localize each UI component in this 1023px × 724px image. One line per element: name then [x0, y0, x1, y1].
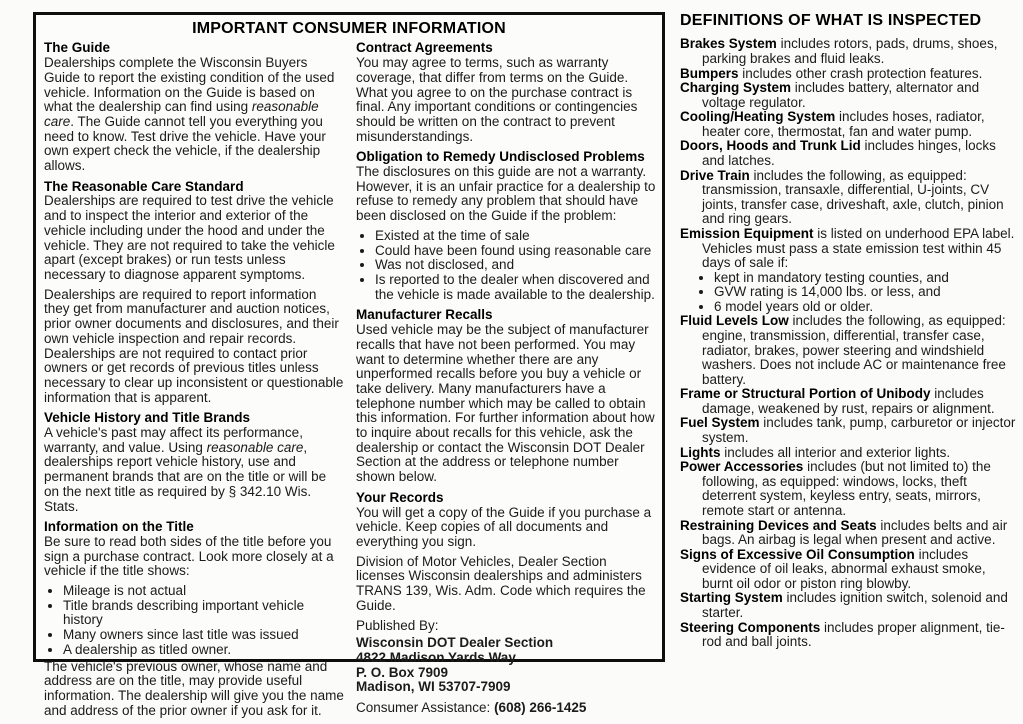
text-run: , dealerships report vehicle history, use and permanent brands that are on the title or will be on the next title as required by § 342.10 Wis. Stats. — [44, 439, 327, 514]
consumer-assistance-phone: (608) 266-1425 — [494, 699, 587, 715]
section-vehicle-history — [44, 411, 344, 514]
bullet-item: • Title brands describing important vehicle history — [63, 599, 344, 628]
definition-term: Signs of Excessive Oil Consumption — [680, 546, 915, 562]
definition-text: includes the following, as equipped: engine, transmission, differential, transfer case, radiator, brakes, power steering and windshield washers. Does not include AC or maintenance free battery. — [702, 313, 1006, 387]
section-reasonable-care-standard — [44, 180, 344, 406]
definition-drive-train — [680, 169, 1018, 227]
definition-entry — [680, 591, 1018, 620]
definition-entry — [680, 139, 1018, 168]
bullet-item: • Could have been found using reasonable care — [375, 244, 656, 259]
publisher-city-state-zip: Madison, WI 53707-7909 — [356, 679, 511, 695]
definition-term: Restraining Devices and Seats — [680, 517, 877, 533]
bullet-item: • kept in mandatory testing counties, and — [714, 271, 1018, 286]
text-run: Dealerships complete the Wisconsin Buyers Guide to report the existing condition of the used vehicle. Information on the Guide is based on what the dealership can find using — [44, 55, 335, 115]
definition-entry — [680, 110, 1018, 139]
definition-term: Fluid Levels Low — [680, 313, 789, 329]
the-guide-paragraph — [44, 56, 344, 174]
bullet-item: • Was not disclosed, and — [375, 258, 656, 273]
definition-term: Fuel System — [680, 415, 760, 431]
definition-term: Charging System — [680, 80, 792, 96]
definition-term: Starting System — [680, 590, 783, 606]
section-heading-recalls: Manufacturer Recalls — [356, 307, 493, 323]
bullet-item: • A dealership as titled owner. — [63, 643, 344, 658]
definition-text: includes proper alignment, tie-rod and ball joints. — [702, 619, 1005, 650]
definition-entry — [680, 621, 1018, 650]
definitions-title: DEFINITIONS OF WHAT IS INSPECTED — [680, 12, 982, 29]
definition-fuel-system — [680, 416, 1018, 445]
publisher-po-box: P. O. Box 7909 — [356, 664, 449, 680]
definition-restraining-devices-seats — [680, 519, 1018, 548]
obligation-intro: The disclosures on this guide are not a warranty. However, it is an unfair practice for a dealership to refuse to remedy any problem that should have been disclosed on the Guide if the problem: — [356, 164, 656, 224]
records-paragraph-1: You will get a copy of the Guide if you purchase a vehicle. Keep copies of all documents and everything you sign. — [356, 504, 652, 549]
bullet-item: • Existed at the time of sale — [375, 229, 656, 244]
section-heading-title-info: Information on the Title — [44, 519, 194, 535]
definition-text: is listed on underhood EPA label. Vehicles must pass a state emission test within 45 days of sale if: — [702, 225, 1015, 271]
published-by-label: Published By: — [356, 618, 439, 634]
emission-bullet-list — [680, 271, 1018, 315]
records-paragraph-2: Division of Motor Vehicles, Dealer Section licenses Wisconsin dealerships and administers TRANS 139, Wis. Adm. Code which requires the Guide. — [356, 553, 646, 613]
consumer-info-middle-column — [356, 41, 656, 724]
definition-bumpers — [680, 67, 1018, 82]
bullet-item: • Is reported to the dealer when discovered and the vehicle is made available to the dealership. — [375, 273, 656, 302]
definition-entry — [680, 387, 1018, 416]
text-run: . The Guide cannot tell you everything you need to know. Test drive the vehicle. Have your own expert check the vehicle, if the dealership allows. — [44, 113, 326, 174]
definition-text: includes tank, pump, carburetor or injector system. — [702, 415, 1016, 446]
title-info-intro: Be sure to read both sides of the title before you sign a purchase contract. Look more closely at a vehicle if the title shows: — [44, 533, 334, 579]
definition-signs-oil-consumption — [680, 548, 1018, 592]
text-run: A vehicle's past may affect its performance, warranty, and value. Using — [44, 425, 303, 455]
publisher-street: 4822 Madison Yards Way — [356, 649, 516, 665]
section-heading-vehicle-history: Vehicle History and Title Brands — [44, 410, 251, 426]
definition-text: includes hinges, locks and latches. — [702, 138, 996, 169]
definition-text: includes hoses, radiator, heater core, thermostat, fan and water pump. — [702, 109, 985, 139]
consumer-assistance-label: Consumer Assistance: — [356, 699, 495, 715]
definition-term: Drive Train — [680, 167, 750, 183]
definition-term: Power Accessories — [680, 459, 804, 475]
definition-term: Bumpers — [680, 65, 739, 81]
consumer-info-title: IMPORTANT CONSUMER INFORMATION — [192, 20, 506, 37]
definition-text: includes rotors, pads, drums, shoes, parking brakes and fluid leaks. — [702, 36, 998, 67]
definition-term: Frame or Structural Portion of Unibody — [680, 386, 931, 402]
definition-term: Cooling/Heating System — [680, 109, 836, 125]
section-heading-contract: Contract Agreements — [356, 40, 493, 56]
contract-paragraph: You may agree to terms, such as warranty coverage, that differ from terms on the Guide. What you agree to on the purchase contract is final. Any important conditions or contingencies should be written on the contract to prevent misunderstandings. — [356, 55, 638, 144]
definition-text: includes ignition switch, solenoid and starter. — [702, 590, 1008, 620]
title-info-bullet-list — [44, 584, 344, 658]
section-the-guide — [44, 41, 344, 173]
definition-entry — [680, 416, 1018, 445]
definition-entry — [680, 460, 1018, 518]
definition-entry — [680, 548, 1018, 592]
title-info-outro: The vehicle's previous owner, whose name and address are on the title, may provide useful information. The dealership will give you the name and address of the prior owner if you ask for it. — [44, 658, 344, 718]
section-manufacturer-recalls — [356, 308, 656, 484]
definition-entry — [680, 519, 1018, 548]
bullet-item: • 6 model years old or older. — [714, 300, 1018, 315]
definition-lights — [680, 446, 1018, 461]
publisher-name: Wisconsin DOT Dealer Section — [356, 635, 554, 651]
reasonable-care-paragraph-1: Dealerships are required to test drive the vehicle and to inspect the interior and exterior of the vehicle including under the hood and under the vehicle. They are not required to take the vehicle apart (except brakes) or run tests unless necessary to diagnose apparent symptoms. — [44, 193, 335, 282]
bullet-item: • GVW rating is 14,000 lbs. or less, and — [714, 285, 1018, 300]
section-your-records — [356, 491, 656, 614]
definition-term: Emission Equipment — [680, 225, 814, 241]
definition-entry — [680, 169, 1018, 227]
consumer-info-left-column — [44, 41, 344, 724]
italic-reasonable-care: reasonable care — [206, 439, 304, 455]
definition-emission-equipment — [680, 227, 1018, 314]
consumer-assistance-line — [356, 701, 656, 716]
definition-cooling-heating-system — [680, 110, 1018, 139]
definition-term: Lights — [680, 444, 721, 460]
definition-frame-unibody — [680, 387, 1018, 416]
definition-text: includes other crash protection features. — [742, 65, 983, 81]
definition-entry — [680, 81, 1018, 110]
bullet-item: • Mileage is not actual — [63, 584, 344, 599]
definition-entry — [680, 227, 1018, 271]
section-heading-obligation: Obligation to Remedy Undisclosed Problems — [356, 149, 645, 165]
vehicle-history-paragraph — [44, 426, 344, 514]
definition-entry — [680, 37, 1018, 66]
definition-starting-system — [680, 591, 1018, 620]
definition-entry — [680, 446, 1018, 461]
definition-text: includes (but not limited to) the following, as equipped: windows, locks, theft deterrent system, keyless entry, seats, mirrors, remote start or antenna. — [702, 459, 991, 518]
definitions-column — [680, 12, 1018, 650]
definition-steering-components — [680, 621, 1018, 650]
definition-text: includes belts and air bags. An airbag is legal when present and active. — [702, 517, 1008, 548]
section-publisher — [356, 619, 656, 715]
definition-term: Doors, Hoods and Trunk Lid — [680, 138, 861, 154]
bullet-item: • Many owners since last title was issued — [63, 628, 344, 643]
section-heading-your-records: Your Records — [356, 489, 444, 505]
definition-text: includes battery, alternator and voltage regulator. — [702, 80, 980, 110]
definition-charging-system — [680, 81, 1018, 110]
definition-text: includes the following, as equipped: transmission, transaxle, differential, U-joints, CV joints, transfer case, driveshaft, axle, clutch, pinion and ring gears. — [702, 167, 1004, 227]
section-information-on-title — [44, 520, 344, 718]
definition-fluid-levels-low — [680, 314, 1018, 387]
definition-text: includes all interior and exterior lights. — [724, 444, 951, 460]
section-heading-the-guide: The Guide — [44, 40, 111, 56]
definition-entry — [680, 67, 1018, 82]
recalls-paragraph: Used vehicle may be the subject of manufacturer recalls that have not been performed. You may want to determine whether there are any unperformed recalls before you buy a vehicle or take delivery. Many manufacturers have a telephone number which may be called to obtain this information. For further information about how to inquire about recalls for this vehicle, ask the dealership or contact the Wisconsin DOT Dealer Section at the address or telephone number shown below. — [356, 322, 655, 485]
section-contract-agreements — [356, 41, 656, 144]
consumer-information-box — [33, 12, 665, 718]
definition-term: Brakes System — [680, 36, 777, 52]
definition-text: includes evidence of oil leaks, abnormal exhaust smoke, burnt oil odor or piston ring blowby. — [702, 546, 986, 591]
italic-reasonable-care: reasonable care — [44, 99, 319, 129]
obligation-bullet-list — [356, 229, 656, 303]
consumer-info-columns — [36, 37, 662, 724]
definition-entry — [680, 314, 1018, 387]
definition-power-accessories — [680, 460, 1018, 518]
definition-brakes-system — [680, 37, 1018, 66]
section-obligation-to-remedy — [356, 150, 656, 302]
definition-doors-hoods-trunk-lid — [680, 139, 1018, 168]
definition-term: Steering Components — [680, 619, 821, 635]
section-heading-reasonable-care: The Reasonable Care Standard — [44, 178, 244, 194]
reasonable-care-paragraph-2: Dealerships are required to report information they get from manufacturer and auction notices, prior owner documents and disclosures, and their own vehicle inspection and repair records. Dealerships are not required to contact prior owners or get records of previous titles unless necessary to clear up inconsistent or questionable information that is apparent. — [44, 286, 344, 405]
definition-text: includes damage, weakened by rust, repairs or alignment. — [702, 386, 995, 416]
